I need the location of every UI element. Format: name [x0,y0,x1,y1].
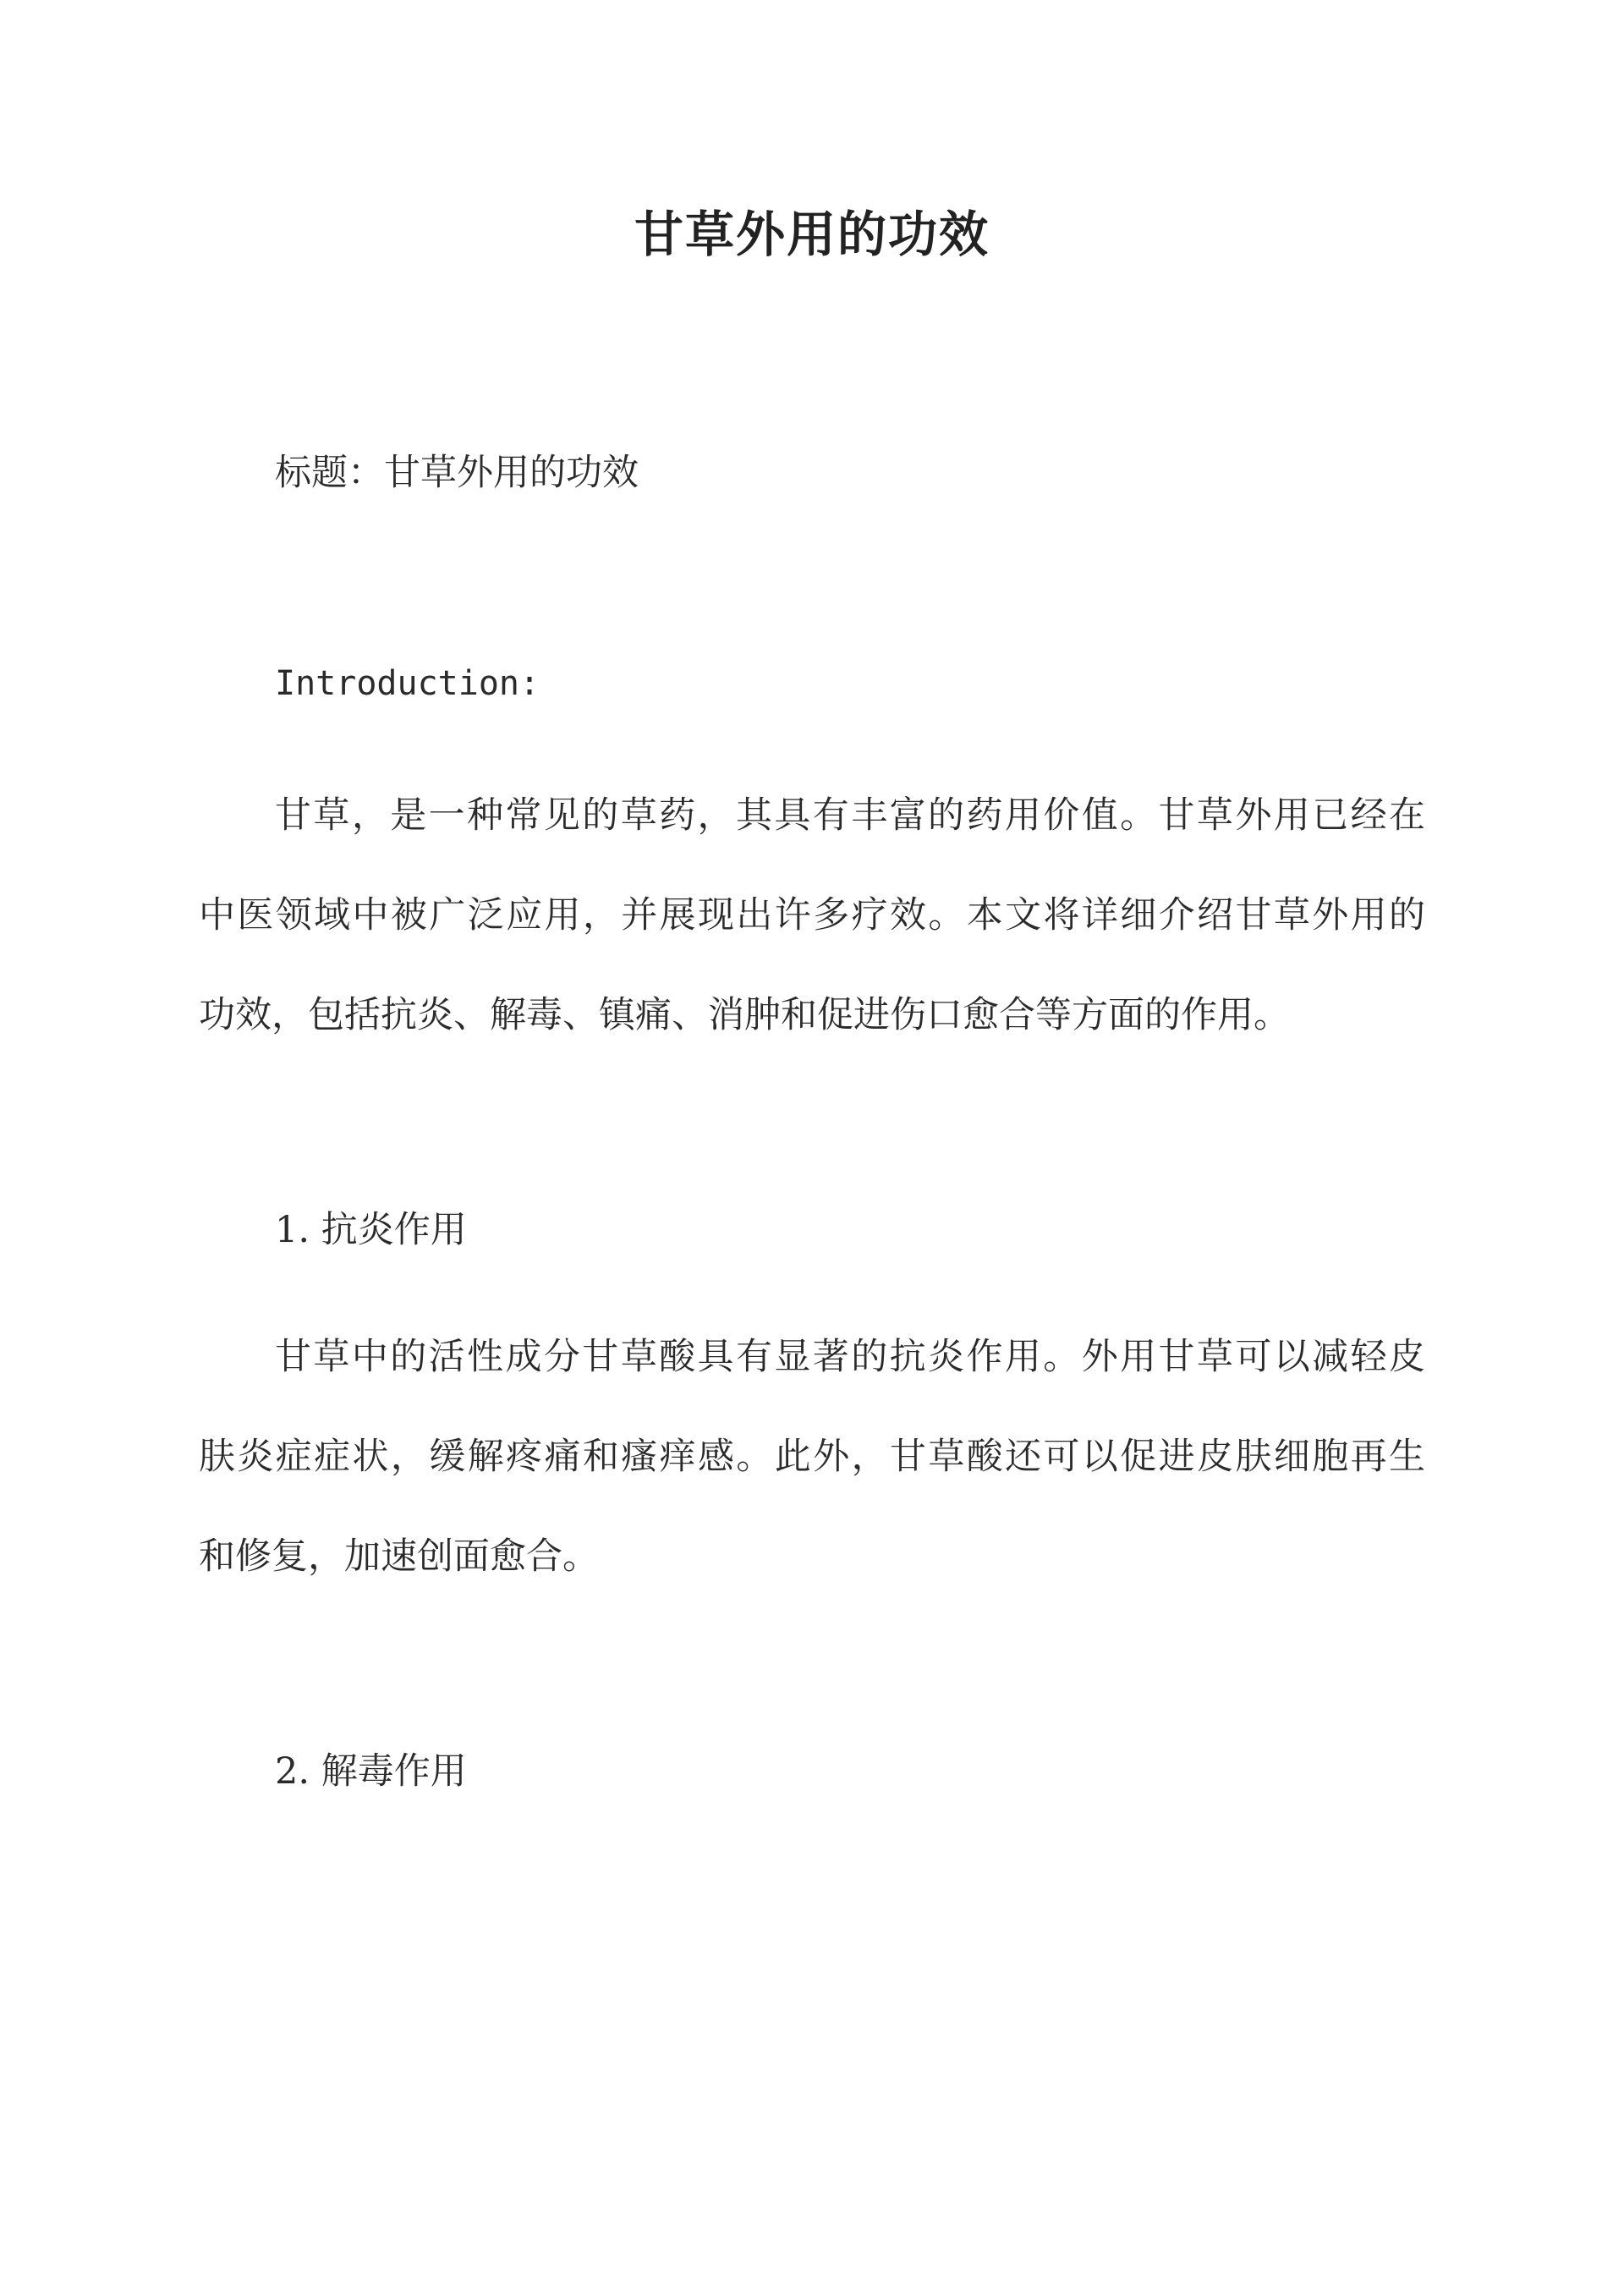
document-title: 甘草外用的功效 [634,206,990,263]
intro-line-2: 中医领域中被广泛应用，并展现出许多疗效。本文将详细介绍甘草外用的 [199,894,1425,937]
section-1-line-3: 和修复，加速创面愈合。 [199,1535,599,1578]
section-heading-anti-inflammatory: 1. 抗炎作用 [275,1209,467,1251]
intro-line-1: 甘草，是一种常见的草药，其具有丰富的药用价值。甘草外用已经在 [275,794,1425,837]
section-1-line-1: 甘草中的活性成分甘草酸具有显著的抗炎作用。外用甘草可以减轻皮 [275,1336,1425,1378]
intro-line-3: 功效，包括抗炎、解毒、镇痛、消肿和促进伤口愈合等方面的作用。 [199,994,1290,1036]
section-heading-detox: 2. 解毒作用 [275,1750,467,1793]
section-1-line-2: 肤炎症症状，缓解疼痛和瘙痒感。此外，甘草酸还可以促进皮肤细胞再生 [199,1436,1425,1478]
subtitle-line: 标题：甘草外用的功效 [275,452,639,494]
intro-heading: Introduction: [275,664,540,703]
